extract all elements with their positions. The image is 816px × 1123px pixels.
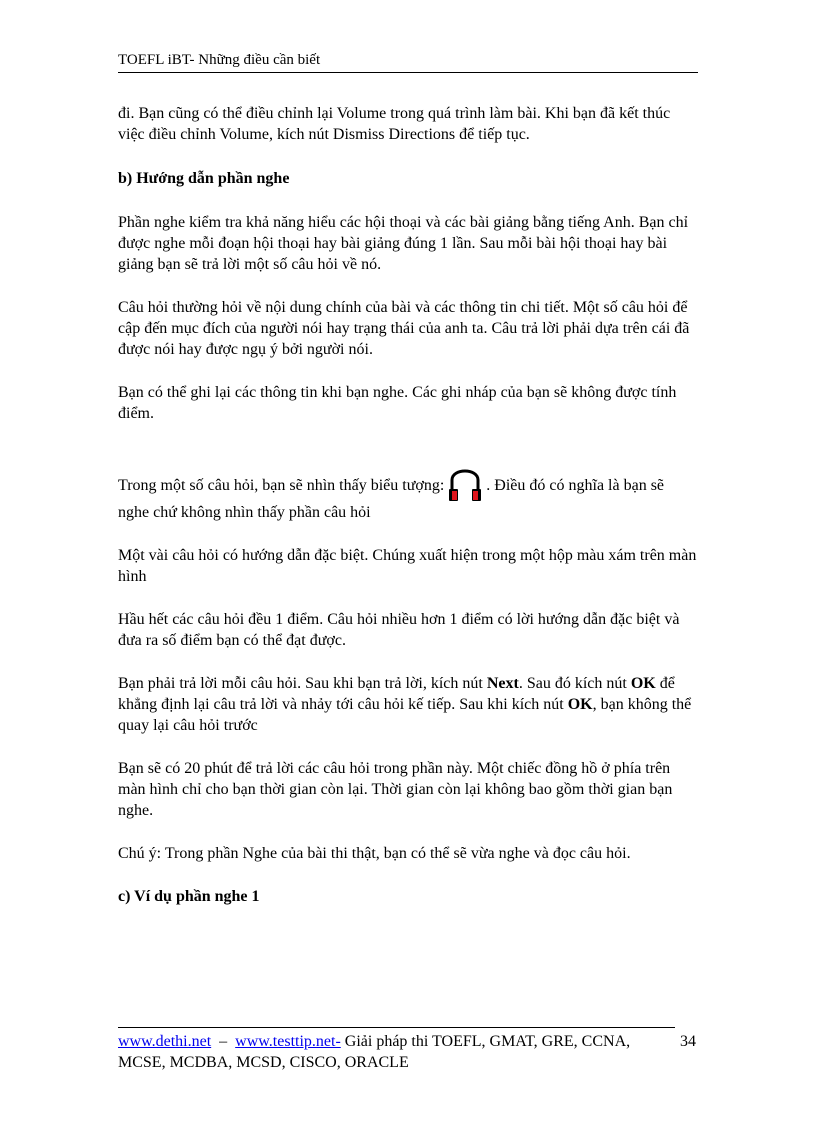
text-run: Bạn phải trả lời mỗi câu hỏi. Sau khi bạn trả lời, kích nút bbox=[118, 675, 487, 692]
paragraph bbox=[118, 673, 698, 736]
next-label: Next bbox=[486, 675, 519, 692]
paragraph: đi. Bạn cũng có thể điều chỉnh lại Volume trong quá trình làm bài. Khi bạn đã kết thúc việc điều chỉnh Volume, kích nút Dismiss Directions để tiếp tục. bbox=[118, 105, 671, 143]
page-footer bbox=[118, 1031, 658, 1073]
section-heading-c: c) Ví dụ phần nghe 1 bbox=[118, 888, 260, 905]
text-run: , bạn không thể quay lại câu hỏi trước bbox=[118, 696, 692, 734]
page-content bbox=[118, 103, 698, 930]
section-heading-b: b) Hướng dẫn phần nghe bbox=[118, 170, 290, 187]
header-title: TOEFL iBT- Những điều cần biết bbox=[118, 52, 321, 68]
headphones-icon bbox=[446, 462, 484, 502]
paragraph: Phần nghe kiểm tra khả năng hiểu các hội thoại và các bài giảng bằng tiếng Anh. Bạn chỉ được nghe mỗi đoạn hội thoại hay bài giảng đúng 1 lần. Sau mỗi bài hội thoại hay bài giảng bạn sẽ trả lời một số câu hỏi về nó. bbox=[118, 214, 689, 273]
paragraph: Bạn có thể ghi lại các thông tin khi bạn nghe. Các ghi nháp của bạn sẽ không được tính điểm. bbox=[118, 384, 677, 422]
footer-text: Giải pháp thi TOEFL, GMAT, GRE, CCNA, bbox=[344, 1033, 631, 1050]
page-header bbox=[118, 50, 698, 73]
footer-link-testtip[interactable]: www.testtip.net- bbox=[235, 1033, 341, 1050]
paragraph: Chú ý: Trong phần Nghe của bài thi thật, bạn có thể sẽ vừa nghe và đọc câu hỏi. bbox=[118, 845, 631, 862]
footer-divider bbox=[118, 1027, 675, 1028]
footer-link-dethi[interactable]: www.dethi.net bbox=[118, 1033, 212, 1050]
paragraph: Hầu hết các câu hỏi đều 1 điểm. Câu hỏi nhiều hơn 1 điểm có lời hướng dẫn đặc biệt và đưa ra số điểm bạn có thể đạt được. bbox=[118, 611, 680, 649]
paragraph-text: . Điều đó có nghĩa là bạn sẽ nghe chứ không nhìn thấy phần câu hỏi bbox=[118, 477, 665, 521]
footer-text: MCSE, MCDBA, MCSD, CISCO, ORACLE bbox=[118, 1054, 409, 1071]
paragraph-with-icon bbox=[118, 462, 698, 523]
paragraph: Một vài câu hỏi có hướng dẫn đặc biệt. Chúng xuất hiện trong một hộp màu xám trên màn hình bbox=[118, 547, 697, 585]
paragraph-text: Trong một số câu hỏi, bạn sẽ nhìn thấy biểu tượng: bbox=[118, 477, 445, 494]
page-number: 34 bbox=[680, 1033, 696, 1050]
text-run: để khẳng định lại câu trả lời và nhảy tới câu hỏi kế tiếp. Sau khi kích nút bbox=[118, 675, 675, 713]
text-run: . Sau đó kích nút bbox=[518, 675, 631, 692]
paragraph: Câu hỏi thường hỏi về nội dung chính của bài và các thông tin chi tiết. Một số câu hỏi để cập đến mục đích của người nói hay trạng thái của anh ta. Câu trả lời phải dựa trên cái đã được nói hay được ngụ ý bởi người nói. bbox=[118, 299, 690, 358]
paragraph: Bạn sẽ có 20 phút để trả lời các câu hỏi trong phần này. Một chiếc đồng hồ ở phía trên màn hình chỉ cho bạn thời gian còn lại. Thời gian còn lại không bao gồm thời gian bạn nghe. bbox=[118, 760, 673, 819]
ok-label: OK bbox=[567, 696, 593, 713]
ok-label: OK bbox=[630, 675, 656, 692]
footer-separator bbox=[215, 1033, 231, 1050]
separator-dash: – bbox=[219, 1033, 228, 1050]
